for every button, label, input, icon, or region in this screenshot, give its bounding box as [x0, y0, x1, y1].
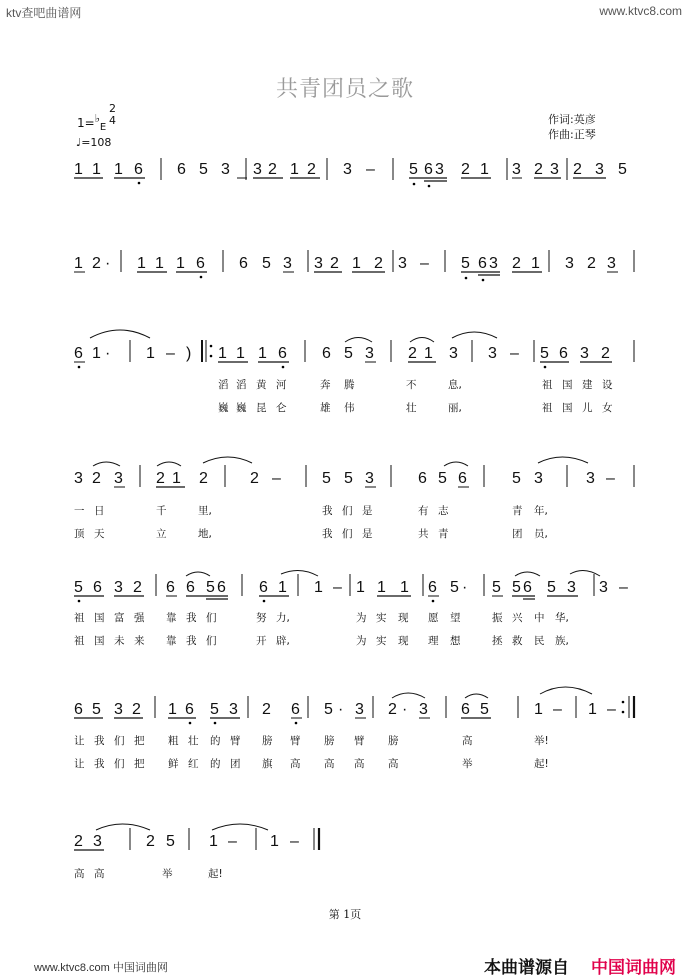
svg-text:–: – — [619, 579, 628, 596]
svg-text:1: 1 — [352, 255, 361, 272]
svg-text:3: 3 — [489, 255, 498, 272]
svg-text:–: – — [606, 470, 615, 487]
system-5 — [74, 570, 628, 602]
svg-text:5: 5 — [199, 161, 208, 178]
svg-text:1: 1 — [176, 255, 185, 272]
svg-text:1: 1 — [236, 345, 245, 362]
svg-text:1: 1 — [218, 345, 227, 362]
lyric-syllable: 华, — [555, 612, 569, 624]
lyric-syllable: 们 — [114, 758, 125, 770]
svg-text:2: 2 — [534, 161, 543, 178]
svg-text:3: 3 — [607, 255, 616, 272]
lyric-syllable: 想 — [450, 635, 461, 647]
lyric-syllable: 高 — [94, 868, 105, 880]
svg-text:2: 2 — [92, 255, 101, 272]
system-3 — [74, 330, 634, 368]
lyric-syllable: 来 — [134, 635, 145, 647]
svg-text:·: · — [462, 579, 468, 596]
svg-text:–: – — [290, 833, 299, 850]
lyric-syllable: 祖 — [74, 635, 85, 647]
system-2 — [74, 250, 634, 281]
lyric-syllable: 团 — [230, 758, 241, 770]
lyric-syllable: 臂 — [230, 735, 241, 747]
svg-text:3: 3 — [314, 255, 323, 272]
svg-text:2: 2 — [74, 833, 83, 850]
header-site-name: ktv查吧曲谱网 — [6, 6, 82, 20]
svg-text:3: 3 — [229, 701, 238, 718]
svg-text:1: 1 — [92, 345, 101, 362]
lyric-syllable: 膀 — [388, 735, 399, 747]
lyric-syllable: 仑 — [276, 402, 287, 414]
lyric-syllable: 中 — [534, 612, 545, 624]
page-number: 第 1页 — [328, 908, 362, 921]
svg-text:6: 6 — [134, 161, 143, 178]
svg-text:6: 6 — [186, 579, 195, 596]
svg-text:6: 6 — [239, 255, 248, 272]
lyric-syllable: 我 — [322, 505, 333, 517]
svg-text:3: 3 — [512, 161, 521, 178]
svg-text:3: 3 — [114, 701, 123, 718]
svg-text:2: 2 — [307, 161, 316, 178]
lyric-syllable: 们 — [342, 505, 353, 517]
lyric-syllable: 设 — [602, 379, 613, 391]
svg-text:6: 6 — [74, 701, 83, 718]
lyric-syllable: 年, — [534, 505, 548, 517]
svg-text:3: 3 — [449, 345, 458, 362]
footer-source-label: 本曲谱源自 — [484, 958, 569, 978]
svg-text:3: 3 — [343, 161, 352, 178]
lyric-syllable: 国 — [94, 612, 105, 624]
svg-text:2: 2 — [330, 255, 339, 272]
lyric-syllable: 奔 — [320, 379, 331, 391]
svg-text:3: 3 — [534, 470, 543, 487]
svg-text:3: 3 — [550, 161, 559, 178]
lyricist-credit: 作词:英彦 — [548, 113, 596, 126]
svg-text:5: 5 — [480, 701, 489, 718]
lyric-syllable: 的 — [210, 735, 221, 747]
svg-text:1: 1 — [290, 161, 299, 178]
lyric-syllable: 理 — [428, 635, 439, 647]
lyric-syllable: 国 — [562, 402, 573, 414]
svg-text:6: 6 — [418, 470, 427, 487]
lyric-syllable: 们 — [114, 735, 125, 747]
lyric-syllable: 现 — [398, 612, 409, 624]
svg-text:–: – — [333, 579, 342, 596]
lyric-syllable: 高 — [290, 758, 301, 770]
lyric-syllable: 顶 — [74, 528, 85, 540]
svg-text:3: 3 — [586, 470, 595, 487]
svg-text:–: – — [166, 345, 175, 362]
lyric-syllable: 立 — [156, 528, 167, 540]
lyric-syllable: 举 — [162, 868, 173, 880]
svg-text:1: 1 — [258, 345, 267, 362]
svg-text:·: · — [105, 255, 111, 272]
svg-text:–: – — [607, 701, 616, 718]
svg-text:1: 1 — [137, 255, 146, 272]
svg-text:6: 6 — [278, 345, 287, 362]
lyric-syllable: 富 — [114, 612, 125, 624]
svg-text:1: 1 — [278, 579, 287, 596]
lyric-syllable: 志 — [438, 505, 449, 517]
lyric-syllable: 强 — [134, 612, 145, 624]
lyric-syllable: 民 — [534, 635, 545, 647]
lyric-syllable: 愿 — [428, 612, 439, 624]
footer-source-name[interactable]: 中国词曲网 — [591, 958, 676, 978]
lyric-syllable: 臂 — [290, 735, 301, 747]
svg-text:6: 6 — [217, 579, 226, 596]
svg-text:2: 2 — [92, 470, 101, 487]
lyric-syllable: 腾 — [344, 379, 355, 391]
lyric-syllable: 让 — [74, 758, 85, 770]
svg-text:5: 5 — [438, 470, 447, 487]
svg-text:6: 6 — [458, 470, 467, 487]
svg-text:2: 2 — [461, 161, 470, 178]
svg-text:1: 1 — [74, 161, 83, 178]
lyric-syllable: 高 — [388, 758, 399, 770]
lyric-syllable: 河 — [276, 379, 287, 391]
svg-text:1: 1 — [92, 161, 101, 178]
svg-text:1: 1 — [74, 255, 83, 272]
lyric-syllable: 滔 — [218, 379, 229, 391]
svg-text:6: 6 — [185, 701, 194, 718]
lyric-syllable: 息, — [448, 379, 462, 391]
footer-url: www.ktvc8.com 中国词曲网 — [34, 962, 168, 974]
song-title: 共青团员之歌 — [275, 77, 414, 102]
svg-text:3: 3 — [488, 345, 497, 362]
lyric-syllable: 共 — [418, 528, 429, 540]
svg-text:–: – — [366, 161, 375, 178]
svg-text:2: 2 — [408, 345, 417, 362]
lyric-syllable: 努 — [256, 612, 267, 624]
lyric-syllable: 雄 — [320, 402, 331, 414]
svg-text:6: 6 — [461, 701, 470, 718]
svg-text:2: 2 — [268, 161, 277, 178]
svg-text:6: 6 — [259, 579, 268, 596]
lyric-syllable: 我 — [186, 612, 197, 624]
lyric-syllable: 实 — [376, 635, 387, 647]
lyric-syllable: 们 — [342, 528, 353, 540]
svg-text:3: 3 — [580, 345, 589, 362]
lyric-syllable: 团 — [512, 528, 523, 540]
lyric-syllable: 为 — [356, 635, 367, 647]
svg-text:·: · — [338, 701, 344, 718]
svg-text:2: 2 — [199, 470, 208, 487]
lyric-syllable: 祖 — [542, 379, 553, 391]
lyric-syllable: 地, — [198, 528, 212, 540]
svg-text:5: 5 — [322, 470, 331, 487]
svg-text:2: 2 — [573, 161, 582, 178]
key-signature: $1=^♭_E$ — [77, 112, 107, 133]
svg-text:5: 5 — [74, 579, 83, 596]
lyric-syllable: 高 — [354, 758, 365, 770]
lyric-syllable: 实 — [376, 612, 387, 624]
lyric-syllable: 是 — [362, 505, 373, 517]
svg-text:2: 2 — [133, 579, 142, 596]
lyric-syllable: 粗 — [168, 735, 179, 747]
header-site-url: www.ktvc8.com — [599, 4, 682, 18]
lyric-syllable: 我 — [186, 635, 197, 647]
svg-text:5: 5 — [344, 470, 353, 487]
svg-text:6: 6 — [196, 255, 205, 272]
lyric-syllable: 高 — [462, 735, 473, 747]
lyric-syllable: 膀 — [262, 735, 273, 747]
svg-text:3: 3 — [565, 255, 574, 272]
lyric-syllable: 的 — [210, 758, 221, 770]
svg-text:3: 3 — [435, 161, 444, 178]
svg-text:–: – — [420, 255, 429, 272]
svg-text:2: 2 — [388, 701, 397, 718]
lyric-syllable: 们 — [206, 635, 217, 647]
svg-text:1: 1 — [168, 701, 177, 718]
svg-text:5: 5 — [492, 579, 501, 596]
svg-text:5: 5 — [461, 255, 470, 272]
lyric-syllable: 黄 — [256, 379, 267, 391]
svg-text:–: – — [272, 470, 281, 487]
system-7 — [74, 824, 319, 850]
lyric-syllable: 把 — [134, 758, 145, 770]
lyric-syllable: 滔 — [236, 379, 247, 391]
svg-text:2: 2 — [512, 255, 521, 272]
svg-text:1: 1 — [114, 161, 123, 178]
lyric-syllable: 员, — [534, 528, 548, 540]
svg-text:2: 2 — [250, 470, 259, 487]
svg-text:·: · — [105, 345, 111, 362]
svg-text:3: 3 — [74, 470, 83, 487]
svg-text:2: 2 — [587, 255, 596, 272]
lyric-syllable: 一 — [74, 505, 85, 517]
svg-text:–: – — [553, 701, 562, 718]
svg-text:–: – — [228, 833, 237, 850]
lyric-syllable: 天 — [94, 528, 105, 540]
lyric-syllable: 现 — [398, 635, 409, 647]
lyric-syllable: 青 — [512, 505, 523, 517]
lyric-syllable: 们 — [206, 612, 217, 624]
svg-text:6: 6 — [478, 255, 487, 272]
svg-text:1: 1 — [531, 255, 540, 272]
svg-text:6: 6 — [424, 161, 433, 178]
system-4 — [74, 457, 634, 487]
svg-text:5: 5 — [409, 161, 418, 178]
svg-text:6: 6 — [166, 579, 175, 596]
svg-text:2: 2 — [146, 833, 155, 850]
lyric-syllable: 伟 — [344, 402, 355, 414]
svg-text:5: 5 — [450, 579, 459, 596]
lyric-syllable: 祖 — [542, 402, 553, 414]
svg-text:5: 5 — [92, 701, 101, 718]
lyric-syllable: 靠 — [166, 612, 177, 624]
svg-text:2: 2 — [262, 701, 271, 718]
lyric-syllable: 举! — [534, 735, 549, 747]
lyric-syllable: 力, — [276, 612, 290, 624]
lyric-syllable: 红 — [188, 758, 199, 770]
svg-text:3: 3 — [365, 470, 374, 487]
svg-text:5: 5 — [262, 255, 271, 272]
lyric-syllable: 里, — [198, 505, 212, 517]
svg-text:6: 6 — [291, 701, 300, 718]
svg-text:1: 1 — [155, 255, 164, 272]
lyric-syllable: 让 — [74, 735, 85, 747]
system-6 — [74, 687, 634, 724]
lyric-syllable: 未 — [114, 635, 125, 647]
lyric-syllable: 千 — [156, 505, 167, 517]
lyric-syllable: 起! — [534, 758, 549, 770]
lyric-syllable: 把 — [134, 735, 145, 747]
svg-text:5: 5 — [512, 470, 521, 487]
svg-text:3: 3 — [114, 579, 123, 596]
lyric-syllable: 高 — [74, 868, 85, 880]
lyric-syllable: 是 — [362, 528, 373, 540]
lyric-syllable: 旗 — [262, 758, 273, 770]
lyric-syllable: 振 — [492, 612, 503, 624]
lyric-syllable: 巍 — [236, 402, 247, 414]
svg-text:2: 2 — [132, 701, 141, 718]
svg-text:1: 1 — [480, 161, 489, 178]
svg-text:1: 1 — [209, 833, 218, 850]
lyric-syllable: 日 — [94, 505, 105, 517]
lyric-syllable: 为 — [356, 612, 367, 624]
svg-text:5: 5 — [512, 579, 521, 596]
lyric-syllable: 我 — [322, 528, 333, 540]
lyric-syllable: 壮 — [188, 735, 199, 747]
svg-text:3: 3 — [93, 833, 102, 850]
lyric-syllable: 巍 — [218, 402, 229, 414]
lyric-syllable: 高 — [324, 758, 335, 770]
svg-text:1: 1 — [400, 579, 409, 596]
time-signature: 2 4 — [109, 102, 116, 127]
svg-text:5: 5 — [344, 345, 353, 362]
svg-text:6: 6 — [559, 345, 568, 362]
svg-text:3: 3 — [365, 345, 374, 362]
lyric-syllable: 壮 — [406, 402, 417, 414]
lyric-syllable: 国 — [94, 635, 105, 647]
svg-text:6: 6 — [74, 345, 83, 362]
svg-text:5: 5 — [166, 833, 175, 850]
svg-text:5: 5 — [540, 345, 549, 362]
lyric-syllable: 举 — [462, 758, 473, 770]
lyric-syllable: 膀 — [324, 735, 335, 747]
svg-text:2: 2 — [374, 255, 383, 272]
svg-text:3: 3 — [567, 579, 576, 596]
svg-text:5: 5 — [618, 161, 627, 178]
lyric-syllable: 臂 — [354, 735, 365, 747]
lyric-syllable: 望 — [450, 612, 461, 624]
svg-text:2: 2 — [156, 470, 165, 487]
lyric-syllable: 辟, — [276, 635, 290, 647]
lyric-syllable: 青 — [438, 528, 449, 540]
svg-text:1: 1 — [588, 701, 597, 718]
system-1 — [74, 158, 627, 187]
lyric-syllable: 昆 — [256, 402, 267, 414]
lyric-syllable: 我 — [94, 758, 105, 770]
svg-text:1: 1 — [172, 470, 181, 487]
svg-text:3: 3 — [221, 161, 230, 178]
svg-text:6: 6 — [428, 579, 437, 596]
lyric-syllable: 兴 — [512, 612, 523, 624]
lyric-syllable: 儿 — [582, 402, 593, 414]
lyric-syllable: 祖 — [74, 612, 85, 624]
lyric-syllable: 女 — [602, 402, 613, 414]
svg-text:3: 3 — [419, 701, 428, 718]
lyric-syllable: 靠 — [166, 635, 177, 647]
svg-text:6: 6 — [177, 161, 186, 178]
svg-text:1: 1 — [146, 345, 155, 362]
lyric-syllable: 救 — [512, 635, 523, 647]
lyric-syllable: 丽, — [448, 402, 462, 414]
svg-text:3: 3 — [114, 470, 123, 487]
svg-text:3: 3 — [283, 255, 292, 272]
svg-text:1: 1 — [314, 579, 323, 596]
lyric-syllable: 不 — [406, 379, 417, 391]
svg-text:3: 3 — [355, 701, 364, 718]
lyric-syllable: 有 — [418, 505, 429, 517]
lyric-syllable: 我 — [94, 735, 105, 747]
svg-text:1: 1 — [534, 701, 543, 718]
svg-text:5: 5 — [324, 701, 333, 718]
svg-text:3: 3 — [253, 161, 262, 178]
svg-text:6: 6 — [322, 345, 331, 362]
svg-text:): ) — [186, 345, 192, 362]
svg-text:5: 5 — [206, 579, 215, 596]
svg-text:–: – — [510, 345, 519, 362]
svg-text:1: 1 — [270, 833, 279, 850]
lyric-syllable: 族, — [555, 635, 569, 647]
lyric-syllable: 鲜 — [168, 758, 179, 770]
svg-text:1: 1 — [377, 579, 386, 596]
lyric-syllable: 拯 — [492, 635, 503, 647]
lyric-syllable: 开 — [256, 635, 267, 647]
svg-text:3: 3 — [398, 255, 407, 272]
svg-text:6: 6 — [523, 579, 532, 596]
svg-text:3: 3 — [595, 161, 604, 178]
composer-credit: 作曲:正琴 — [548, 128, 596, 141]
tempo-mark: ♩=108 — [76, 136, 112, 149]
lyric-syllable: 起! — [208, 868, 223, 880]
svg-text:1: 1 — [424, 345, 433, 362]
lyric-syllable: 建 — [582, 379, 593, 391]
svg-text:5: 5 — [210, 701, 219, 718]
lyric-syllable: 国 — [562, 379, 573, 391]
svg-text:2: 2 — [601, 345, 610, 362]
svg-text:1: 1 — [356, 579, 365, 596]
svg-text:·: · — [402, 701, 408, 718]
svg-text:5: 5 — [547, 579, 556, 596]
svg-text:6: 6 — [93, 579, 102, 596]
svg-text:3: 3 — [599, 579, 608, 596]
